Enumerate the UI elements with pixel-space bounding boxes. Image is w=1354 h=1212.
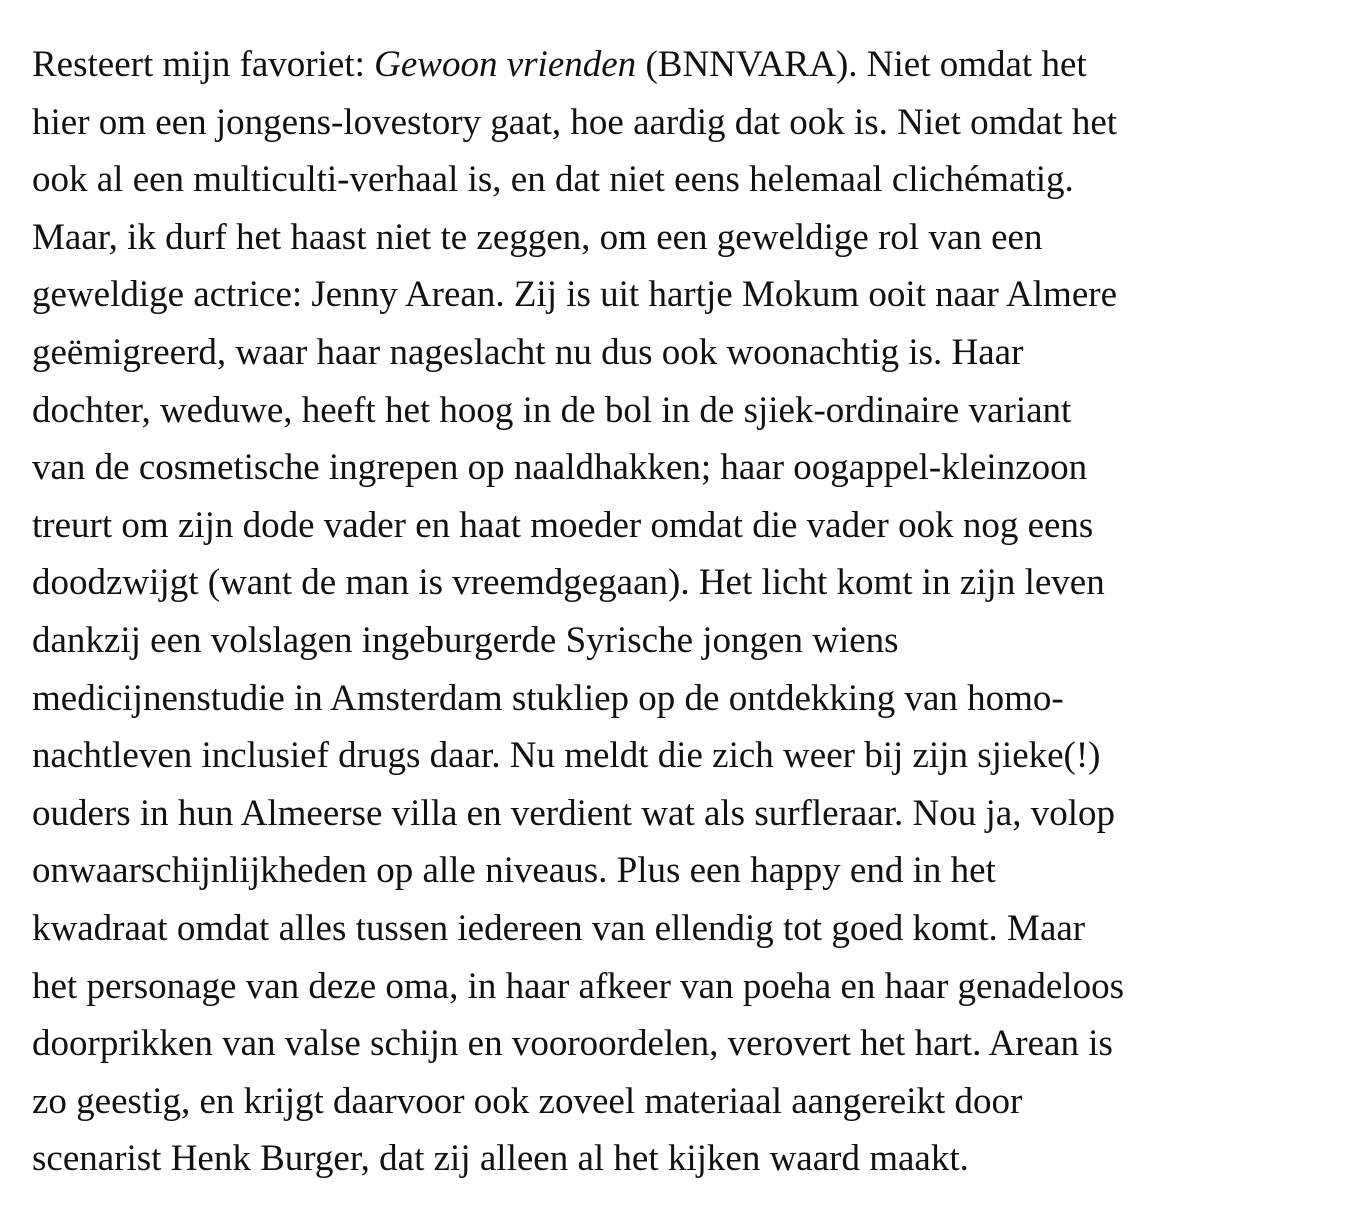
intro-text: Resteert mijn favoriet: (32, 44, 375, 85)
text-line: medicijnenstudie in Amsterdam stukliep op de ontdekking van homo- (32, 677, 1064, 719)
text-line (32, 36, 1332, 94)
text-line: doodzwijgt (want de man is vreemdgegaan). Het licht komt in zijn leven (32, 562, 1105, 604)
show-title: Gewoon vrienden (374, 44, 637, 85)
text-line: dochter, weduwe, heeft het hoog in de bol in de sjiek-ordinaire variant (32, 389, 1072, 431)
text-line: ook al een multiculti-verhaal is, en dat niet eens helemaal clichématig. (32, 159, 1074, 201)
review-paragraph (32, 36, 1332, 1188)
text-line: scenarist Henk Burger, dat zij alleen al het kijken waard maakt. (32, 1138, 969, 1180)
text-line: onwaarschijnlijkheden op alle niveaus. Plus een happy end in het (32, 850, 996, 892)
text-line: kwadraat omdat alles tussen iedereen van ellendig tot goed komt. Maar (32, 907, 1086, 949)
text-line: hier om een jongens-lovestory gaat, hoe aardig dat ook is. Niet omdat het (32, 101, 1118, 143)
text-line: nachtleven inclusief drugs daar. Nu meldt die zich weer bij zijn sjieke(!) (32, 735, 1101, 777)
text-line: van de cosmetische ingrepen op naaldhakken; haar oogappel-kleinzoon (32, 447, 1088, 489)
text-line: treurt om zijn dode vader en haat moeder omdat die vader ook nog eens (32, 504, 1094, 546)
text-line: doorprikken van valse schijn en vooroordelen, verovert het hart. Arean is (32, 1023, 1113, 1065)
text-line: dankzij een volslagen ingeburgerde Syrische jongen wiens (32, 619, 899, 661)
intro-continuation: (BNNVARA). Niet omdat het (636, 44, 1087, 85)
text-line: geëmigreerd, waar haar nageslacht nu dus ook woonachtig is. Haar (32, 331, 1024, 373)
text-line: zo geestig, en krijgt daarvoor ook zoveel materiaal aangereikt door (32, 1080, 1023, 1122)
text-line: geweldige actrice: Jenny Arean. Zij is uit hartje Mokum ooit naar Almere (32, 274, 1117, 316)
text-line: Maar, ik durf het haast niet te zeggen, om een geweldige rol van een (32, 216, 1043, 258)
article-body (32, 36, 1332, 1188)
text-line: het personage van deze oma, in haar afkeer van poeha en haar genadeloos (32, 965, 1124, 1007)
text-line: ouders in hun Almeerse villa en verdient wat als surfleraar. Nou ja, volop (32, 792, 1115, 834)
